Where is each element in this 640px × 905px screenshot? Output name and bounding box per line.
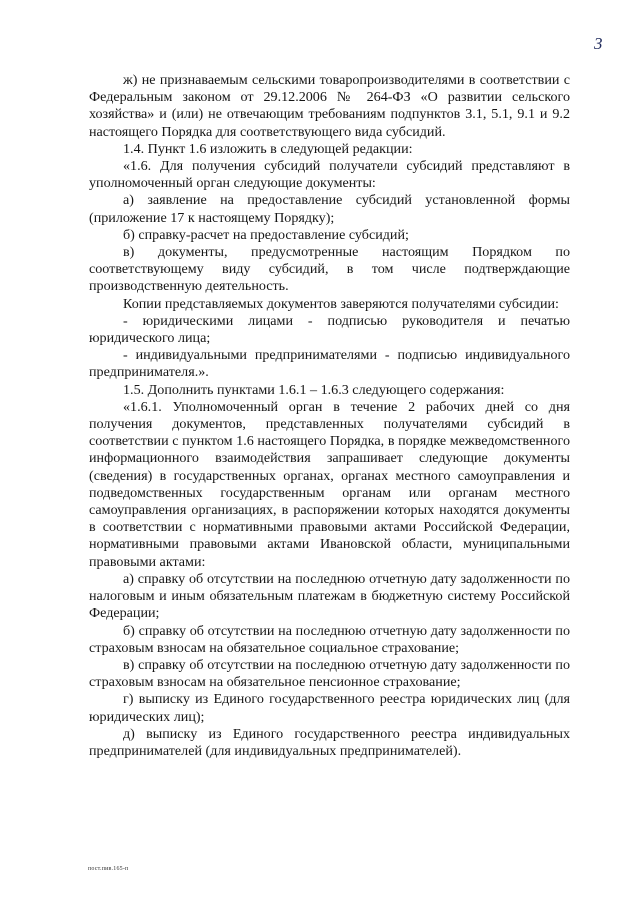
paragraph-sub-a: а) справку об отсутствии на последнюю отчетную дату задолженности по налоговым и иным обязательным платежам в бюджетную систему Российской Федерации; [89, 570, 570, 622]
paragraph-item-b: б) справку-расчет на предоставление субсидий; [123, 226, 409, 243]
paragraph-sub-b: б) справку об отсутствии на последнюю отчетную дату задолженности по страховым взносам на обязательное социальное страхование; [89, 622, 570, 656]
paragraph-1-4: 1.4. Пункт 1.6 изложить в следующей редакции: [123, 140, 413, 157]
paragraph-1-5: 1.5. Дополнить пунктами 1.6.1 – 1.6.3 следующего содержания: [123, 381, 505, 398]
paragraph-sub-g: г) выписку из Единого государственного реестра юридических лиц (для юридических лиц); [89, 691, 570, 725]
page-number: 3 [594, 34, 603, 53]
paragraph-copies: Копии представляемых документов заверяются получателями субсидии: [123, 295, 559, 312]
paragraph-legal-entities: - юридическими лицами - подписью руководителя и печатью юридического лица; [89, 312, 570, 347]
footer-code: пост.пив.165-п [88, 866, 129, 872]
paragraph-sub-v: в) справку об отсутствии на последнюю отчетную дату задолженности по страховым взносам на обязательное пенсионное страхование; [89, 656, 570, 691]
document-body [89, 72, 570, 760]
paragraph-1-6-1: «1.6.1. Уполномоченный орган в течение 2 рабочих дней со дня получения документов, представленных получателями субсидий в соответствии с пунктом 1.6 настоящего Порядка, в порядке межведомственного информационного взаимодействия запрашивает следующие документы (сведения) в государственных органах, органах местного самоуправления и подведомственных государственным органам или органам местного самоуправления организациях, в распоряжении которых находятся документы в соответствии с нормативными правовыми актами Российской Федерации, нормативными правовыми актами Ивановской области, муниципальными правовыми актами: [89, 398, 570, 570]
paragraph-item-zh: ж) не признаваемым сельскими товаропроизводителями в соответствии с Федеральным законом от 29.12.2006 № 264-ФЗ «О развитии сельского хозяйства» и (или) не отвечающим требованиям подпунктов 3.1, 5.1, 9.1 и 9.2 настоящего Порядка для соответствующего вида субсидий. [89, 72, 570, 140]
paragraph-entrepreneurs: - индивидуальными предпринимателями - подписью индивидуального предпринимателя.». [89, 347, 570, 381]
paragraph-1-6-intro: «1.6. Для получения субсидий получатели субсидий представляют в уполномоченный орган следующие документы: [89, 158, 570, 192]
paragraph-item-a: а) заявление на предоставление субсидий установленной формы (приложение 17 к настоящему Порядку); [89, 192, 570, 226]
paragraph-sub-d: д) выписку из Единого государственного реестра индивидуальных предпринимателей (для индивидуальных предпринимателей). [89, 725, 570, 759]
paragraph-item-v: в) документы, предусмотренные настоящим Порядком по соответствующему виду субсидий, в том числе подтверждающие производственную деятельность. [89, 244, 570, 295]
